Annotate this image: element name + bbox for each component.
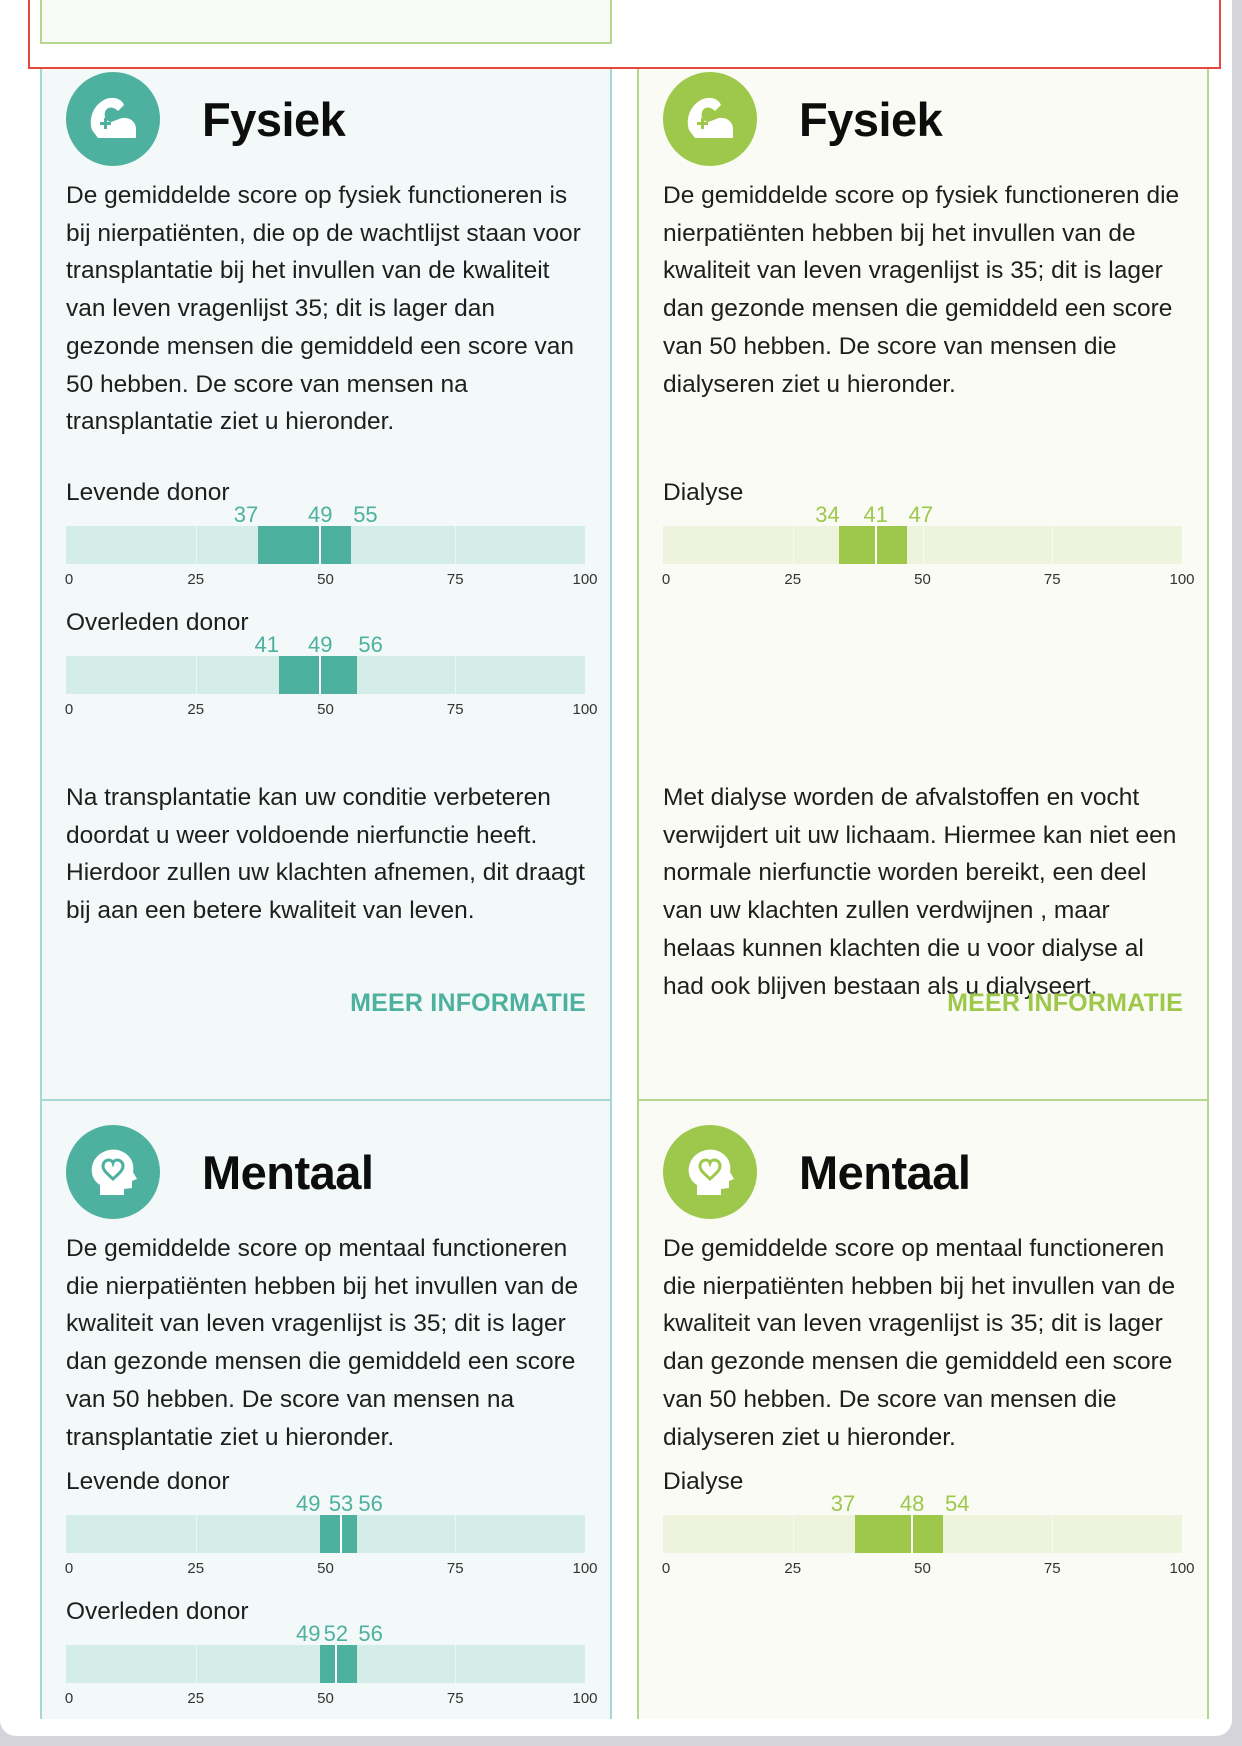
median-marker (319, 526, 321, 564)
median-marker (875, 526, 877, 564)
section-description: De gemiddelde score op fysiek functioneren is bij nierpatiënten, die op de wachtlijst staan voor transplantatie bij het invullen van de kwaliteit van leven vragenlijst 35; dit is lager dan gezonde mensen die gemiddeld een score van 50 hebben. De score van mensen na transplantatie ziet u hieronder. (66, 182, 581, 436)
axis-tick: 100 (572, 700, 598, 718)
gridline (923, 526, 924, 564)
section-title: Fysiek (202, 92, 346, 146)
median-value-label: 52 (323, 1621, 349, 1647)
axis-tick: 100 (572, 1690, 598, 1708)
range-bar (258, 526, 351, 564)
axis-tick: 0 (661, 1560, 671, 1578)
median-marker (911, 1515, 913, 1553)
gridline (1052, 1515, 1053, 1553)
median-value-label: 53 (328, 1491, 354, 1517)
axis-tick: 0 (64, 1560, 74, 1578)
section-title: Fysiek (799, 92, 943, 146)
flexed-arm-icon (66, 72, 160, 166)
chart-label: Dialyse (663, 479, 744, 507)
column-dialyse (637, 69, 1209, 1719)
flexed-arm-icon (663, 72, 757, 166)
score-chart (64, 478, 598, 609)
range-bar (320, 1645, 356, 1683)
explanation-text: Met dialyse worden de afvalstoffen en vocht verwijdert uit uw lichaam. Hiermee kan niet een normale nierfunctie worden bereikt, een deel van uw klachten zullen verdwijnen , maar helaas kunnen klachten die u voor dialyse al had ook blijven bestaan als u dialyseert. (663, 784, 1177, 1000)
section-title: Mentaal (202, 1145, 374, 1199)
median-value-label: 49 (308, 501, 333, 527)
high-value-label: 56 (358, 1491, 383, 1517)
score-chart (661, 1468, 1195, 1598)
section-divider (42, 1099, 610, 1101)
axis-tick: 50 (317, 570, 334, 588)
low-value-label: 34 (815, 502, 840, 528)
chart-track (663, 1515, 1182, 1553)
low-value-label: 41 (254, 631, 280, 657)
axis-tick: 25 (784, 571, 802, 589)
low-value-label: 49 (296, 1621, 321, 1647)
axis-tick: 75 (1043, 1560, 1061, 1578)
gridline (455, 1515, 456, 1553)
low-value-label: 37 (233, 501, 259, 527)
median-marker (335, 1645, 337, 1683)
range-bar (855, 1515, 943, 1553)
gridline (455, 1645, 456, 1683)
score-chart (661, 479, 1195, 609)
axis-tick: 25 (187, 1690, 205, 1708)
section-divider (639, 1099, 1207, 1101)
explanation-text: Na transplantatie kan uw conditie verbeteren doordat u weer voldoende nierfunctie heeft. Hierdoor zullen uw klachten afnemen, dit draagt bij aan een betere kwaliteit van leven. (66, 784, 585, 925)
gridline (196, 1515, 197, 1553)
gridline (455, 526, 456, 564)
gridline (793, 1515, 794, 1553)
gridline (455, 656, 456, 694)
axis-tick: 50 (317, 1690, 334, 1708)
chart-track (66, 1515, 585, 1553)
chart-track (66, 526, 585, 564)
score-chart (64, 608, 598, 739)
more-info-link[interactable]: MEER INFORMATIE (947, 989, 1183, 1017)
median-value-label: 49 (308, 631, 333, 657)
range-bar (839, 526, 906, 564)
axis-tick: 100 (572, 1560, 598, 1578)
axis-tick: 25 (187, 700, 205, 718)
high-value-label: 56 (358, 631, 383, 657)
head-heart-icon (66, 1125, 160, 1219)
axis-tick: 75 (1043, 571, 1061, 589)
high-value-label: 47 (908, 502, 934, 528)
more-info-link[interactable]: MEER INFORMATIE (350, 989, 586, 1017)
low-value-label: 49 (296, 1491, 321, 1517)
head-heart-icon (663, 1125, 757, 1219)
high-value-label: 55 (353, 501, 378, 527)
axis-tick: 75 (446, 1690, 464, 1708)
section-title: Mentaal (799, 1145, 971, 1199)
gridline (196, 526, 197, 564)
gridline (196, 1645, 197, 1683)
axis-tick: 75 (446, 570, 464, 588)
axis-tick: 75 (446, 700, 464, 718)
axis-tick: 75 (446, 1560, 464, 1578)
gridline (793, 526, 794, 564)
section-fysiek (661, 69, 1195, 1017)
score-chart (64, 1468, 598, 1598)
median-value-label: 48 (899, 1491, 925, 1517)
median-value-label: 41 (863, 502, 889, 528)
low-value-label: 37 (830, 1491, 856, 1517)
chart-label: Dialyse (663, 1468, 744, 1496)
chart-label: Levende donor (66, 478, 230, 506)
axis-tick: 100 (1169, 571, 1195, 589)
column-transplantatie (40, 69, 612, 1719)
section-fysiek (64, 69, 598, 1017)
axis-tick: 50 (317, 1560, 334, 1578)
selection-outline (28, 0, 1221, 69)
high-value-label: 54 (945, 1491, 970, 1517)
gridline (196, 656, 197, 694)
axis-tick: 25 (784, 1560, 802, 1578)
chart-label: Overleden donor (66, 608, 249, 636)
chart-track (66, 1645, 585, 1683)
high-value-label: 56 (358, 1621, 383, 1647)
axis-tick: 25 (187, 570, 205, 588)
range-bar (320, 1515, 356, 1553)
section-description: De gemiddelde score op mentaal functioneren die nierpatiënten hebben bij het invullen van de kwaliteit van leven vragenlijst is 35; dit is lager dan gezonde mensen die gemiddeld een score van 50 hebben. De score van mensen die dialyseren ziet u hieronder. (663, 1235, 1176, 1451)
median-marker (340, 1515, 342, 1553)
axis-tick: 0 (64, 1690, 74, 1708)
axis-tick: 50 (914, 1560, 931, 1578)
chart-label: Overleden donor (66, 1598, 249, 1626)
gridline (1052, 526, 1053, 564)
section-mentaal (661, 1122, 1195, 1598)
range-bar (279, 656, 357, 694)
chart-label: Levende donor (66, 1468, 230, 1496)
axis-tick: 100 (1169, 1560, 1195, 1578)
axis-tick: 25 (187, 1560, 205, 1578)
section-mentaal (64, 1122, 598, 1728)
axis-tick: 0 (64, 700, 74, 718)
section-description: De gemiddelde score op mentaal functioneren die nierpatiënten hebben bij het invullen van de kwaliteit van leven vragenlijst is 35; dit is lager dan gezonde mensen die gemiddeld een score van 50 hebben. De score van mensen na transplantatie ziet u hieronder. (66, 1235, 579, 1451)
chart-track (663, 526, 1182, 564)
axis-tick: 50 (317, 700, 334, 718)
axis-tick: 0 (661, 571, 671, 589)
median-marker (319, 656, 321, 694)
axis-tick: 0 (64, 570, 74, 588)
score-chart (64, 1598, 598, 1728)
section-description: De gemiddelde score op fysiek functioneren die nierpatiënten hebben bij het invullen van de kwaliteit van leven vragenlijst is 35; dit is lager dan gezonde mensen die gemiddeld een score van 50 hebben. De score van mensen die dialyseren ziet u hieronder. (663, 182, 1180, 398)
chart-track (66, 656, 585, 694)
axis-tick: 50 (914, 571, 931, 589)
axis-tick: 100 (572, 570, 598, 588)
